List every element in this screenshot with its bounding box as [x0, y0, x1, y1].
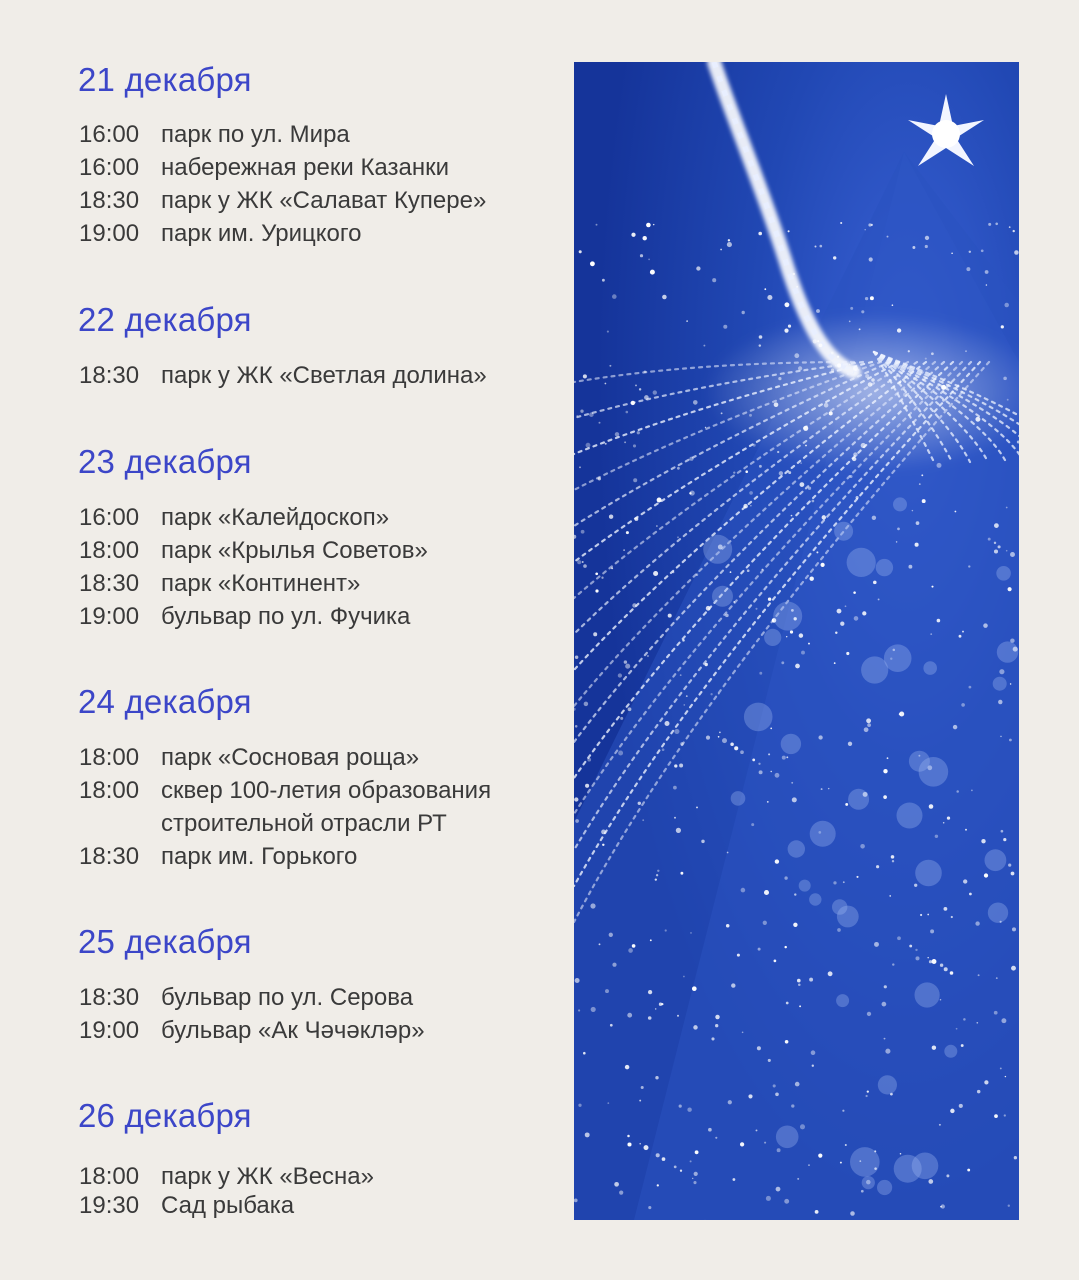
event-row: [0, 151, 560, 184]
event-time: 19:00: [79, 603, 140, 630]
event-time: 16:00: [79, 504, 140, 531]
event-row: [0, 534, 560, 567]
event-time: 18:30: [79, 362, 140, 389]
event-row: [0, 1014, 560, 1047]
event-time: 18:00: [79, 537, 140, 564]
event-place: парк им. Урицкого: [161, 220, 362, 247]
event-row: [0, 184, 560, 217]
event-place: бульвар «Ак Чәчәкләр»: [161, 1017, 425, 1044]
event-place: набережная реки Казанки: [161, 154, 450, 181]
event-time: 18:30: [79, 984, 140, 1011]
event-place: парк у ЖК «Весна»: [161, 1163, 374, 1190]
event-row: [0, 501, 560, 534]
event-time: 19:00: [79, 1017, 140, 1044]
event-row: [0, 840, 560, 873]
day-date-heading: 23 декабря: [78, 443, 252, 480]
event-row: [0, 217, 560, 250]
event-time: 19:30: [79, 1192, 140, 1219]
event-row: [0, 359, 560, 392]
event-time: 18:00: [79, 1163, 140, 1190]
event-place: бульвар по ул. Фучика: [161, 603, 411, 630]
day-date-heading: 22 декабря: [78, 301, 252, 338]
event-time: 18:30: [79, 187, 140, 214]
event-row: [0, 981, 560, 1014]
event-row: [0, 774, 560, 840]
christmas-tree-image: [574, 62, 1019, 1220]
event-place: парк им. Горького: [161, 843, 358, 870]
event-time: 18:00: [79, 777, 140, 804]
event-time: 18:30: [79, 843, 140, 870]
event-time: 16:00: [79, 121, 140, 148]
event-place: парк «Калейдоскоп»: [161, 504, 390, 531]
day-date-heading: 21 декабря: [78, 61, 252, 98]
event-place: Сад рыбака: [161, 1192, 295, 1219]
event-place: сквер 100-летия образования строительной отрасли РТ: [161, 777, 492, 837]
event-row: [0, 741, 560, 774]
event-time: 16:00: [79, 154, 140, 181]
event-place: парк «Сосновая роща»: [161, 744, 420, 771]
day-date-heading: 25 декабря: [78, 923, 252, 960]
day-date-heading: 24 декабря: [78, 683, 252, 720]
event-time: 18:00: [79, 744, 140, 771]
event-place: парк у ЖК «Салават Купере»: [161, 187, 487, 214]
day-date-heading: 26 декабря: [78, 1097, 252, 1134]
event-place: бульвар по ул. Серова: [161, 984, 414, 1011]
event-place: парк «Крылья Советов»: [161, 537, 428, 564]
event-row: [0, 567, 560, 600]
event-place: парк по ул. Мира: [161, 121, 350, 148]
christmas-tree-photo: [574, 62, 1019, 1220]
event-row: [0, 118, 560, 151]
event-row: [0, 600, 560, 633]
event-time: 18:30: [79, 570, 140, 597]
event-row: [0, 1189, 560, 1222]
event-place: парк «Континент»: [161, 570, 361, 597]
event-place: парк у ЖК «Светлая долина»: [161, 362, 487, 389]
event-time: 19:00: [79, 220, 140, 247]
